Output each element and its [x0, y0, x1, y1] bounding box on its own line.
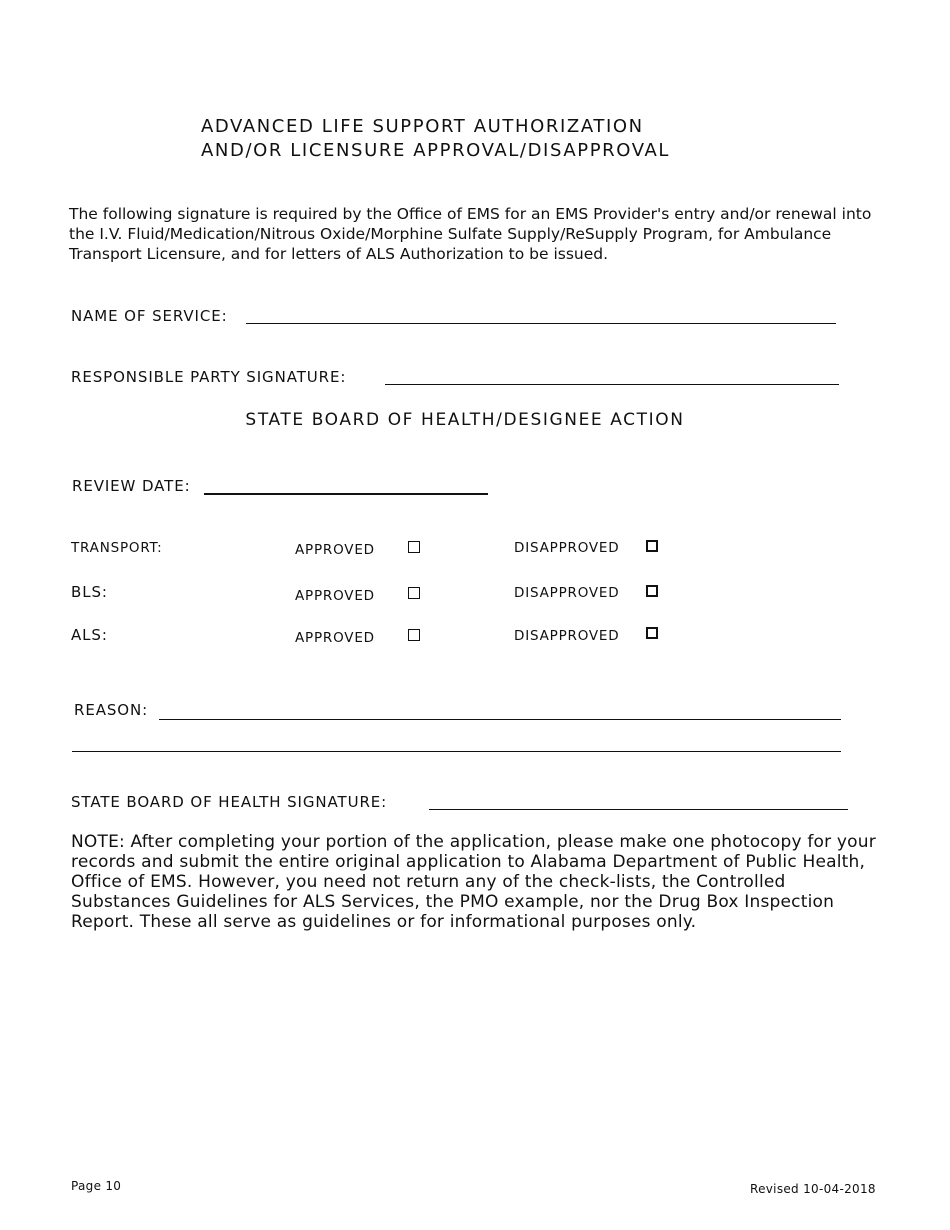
als-approved-checkbox[interactable] — [408, 629, 420, 641]
review-date-label: REVIEW DATE: — [72, 477, 191, 495]
intro-paragraph: The following signature is required by the Office of EMS for an EMS Provider's entry and/or renewal into the I.V. Fluid/Medication/Nitrous Oxide/Morphine Sulfate Supply/ReSupply Program, for Ambulance Transport Licensure, and for letters of ALS Authorization to be issued. — [69, 205, 872, 263]
board-signature-label: STATE BOARD OF HEALTH SIGNATURE: — [71, 793, 388, 811]
document-title-line-1: ADVANCED LIFE SUPPORT AUTHORIZATION — [201, 116, 644, 137]
bls-approved-label: APPROVED — [295, 588, 375, 604]
reason-field-line-1[interactable] — [159, 719, 841, 720]
responsible-party-signature-label: RESPONSIBLE PARTY SIGNATURE: — [71, 368, 347, 386]
transport-approved-label: APPROVED — [295, 542, 375, 558]
name-of-service-field[interactable] — [246, 323, 836, 324]
document-title-line-2: AND/OR LICENSURE APPROVAL/DISAPPROVAL — [201, 140, 671, 161]
transport-disapproved-checkbox[interactable] — [646, 540, 658, 552]
als-label: ALS: — [71, 626, 108, 644]
page-number: Page 10 — [71, 1179, 122, 1193]
transport-disapproved-label: DISAPPROVED — [514, 540, 620, 556]
reason-label: REASON: — [74, 701, 149, 719]
transport-approved-checkbox[interactable] — [408, 541, 420, 553]
review-date-field[interactable] — [204, 493, 488, 495]
bls-disapproved-label: DISAPPROVED — [514, 585, 620, 601]
als-disapproved-checkbox[interactable] — [646, 627, 658, 639]
note-paragraph: NOTE: After completing your portion of the application, please make one photocopy for your records and submit the entire original application to Alabama Department of Public Health, Office of EMS. However, you need not return any of the check-lists, the Controlled Substances Guidelines for ALS Services, the PMO example, nor the Drug Box Inspection Report. These all serve as guidelines or for informational purposes only. — [71, 832, 876, 932]
board-signature-field[interactable] — [429, 809, 848, 810]
bls-label: BLS: — [71, 583, 108, 601]
transport-label: TRANSPORT: — [71, 540, 163, 556]
revision-date: Revised 10-04-2018 — [750, 1182, 876, 1196]
bls-disapproved-checkbox[interactable] — [646, 585, 658, 597]
reason-field-line-2[interactable] — [72, 751, 841, 752]
section-heading: STATE BOARD OF HEALTH/DESIGNEE ACTION — [245, 410, 685, 430]
als-disapproved-label: DISAPPROVED — [514, 628, 620, 644]
als-approved-label: APPROVED — [295, 630, 375, 646]
name-of-service-label: NAME OF SERVICE: — [71, 307, 228, 325]
responsible-party-signature-field[interactable] — [385, 384, 839, 385]
bls-approved-checkbox[interactable] — [408, 587, 420, 599]
